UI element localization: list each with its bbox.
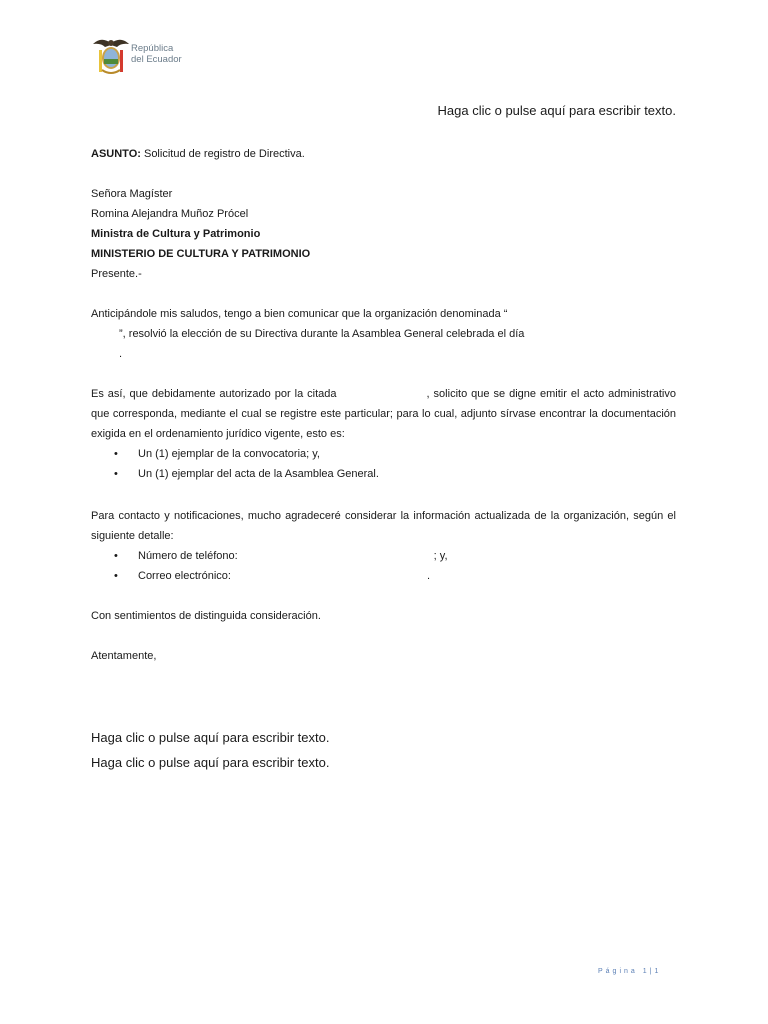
republica-del-ecuador-logo	[91, 34, 187, 78]
addressee-title: Señora Magíster	[91, 188, 173, 200]
email-label: Correo electrónico:	[138, 570, 231, 582]
paragraph1-line1: Anticipándole mis saludos, tengo a bien comunicar que la organización denominada “	[91, 308, 508, 320]
addressee-presente: Presente.-	[91, 268, 142, 280]
logo-line-1: República	[131, 43, 174, 54]
signature-title-placeholder[interactable]: Haga clic o pulse aquí para escribir texto.	[91, 755, 330, 770]
addressee-position: Ministra de Cultura y Patrimonio	[91, 228, 261, 240]
paragraph1-line3: .	[119, 348, 123, 360]
phone-item	[91, 546, 676, 566]
paragraph-organization	[91, 304, 676, 364]
list-item: • Un (1) ejemplar de la convocatoria; y,	[91, 444, 676, 464]
email-item	[91, 566, 676, 586]
addressee-name: Romina Alejandra Muñoz Prócel	[91, 208, 249, 220]
contact-list	[91, 546, 676, 586]
subject-label: ASUNTO:	[91, 148, 141, 160]
addressee-institution: MINISTERIO DE CULTURA Y PATRIMONIO	[91, 248, 311, 260]
paragraph2-text	[91, 384, 676, 444]
date-placeholder[interactable]: Haga clic o pulse aquí para escribir texto.	[437, 103, 676, 118]
email-suffix: .	[426, 570, 430, 582]
paragraph2-part1: Es así, que debidamente autorizado por la citada	[91, 388, 337, 400]
logo-line-2: del Ecuador	[131, 54, 182, 65]
paragraph3-text: Para contacto y notificaciones, mucho agradeceré considerar la información actualizada de la organización, según el siguiente detalle:	[91, 510, 676, 542]
addressee-block	[91, 184, 676, 284]
paragraph2-part2: , solicito que se digne emitir el acto administrativo que corresponda, mediante el cual se registre este particular; para lo cual, adjunto sírvase encontrar la documentación exigida en el ordenamiento jurídico vigente, esto es:	[91, 388, 676, 440]
signature-name-placeholder[interactable]: Haga clic o pulse aquí para escribir texto.	[91, 730, 330, 745]
subject-text: Solicitud de registro de Directiva.	[140, 148, 305, 160]
closing-formula: Con sentimientos de distinguida consideración.	[91, 610, 321, 622]
attachments-list	[91, 444, 676, 484]
phone-label: Número de teléfono:	[138, 550, 238, 562]
phone-suffix: ; y,	[433, 550, 448, 562]
paragraph-contact	[91, 506, 676, 586]
page-number: Página 1|1	[598, 968, 662, 975]
closing-salutation: Atentamente,	[91, 650, 157, 662]
coat-of-arms-icon	[91, 34, 131, 78]
list-item: • Un (1) ejemplar del acta de la Asamblea General.	[91, 464, 676, 484]
paragraph1-line2: ”, resolvió la elección de su Directiva durante la Asamblea General celebrada el día	[119, 328, 525, 340]
paragraph-request	[91, 384, 676, 484]
subject-line	[91, 144, 676, 164]
